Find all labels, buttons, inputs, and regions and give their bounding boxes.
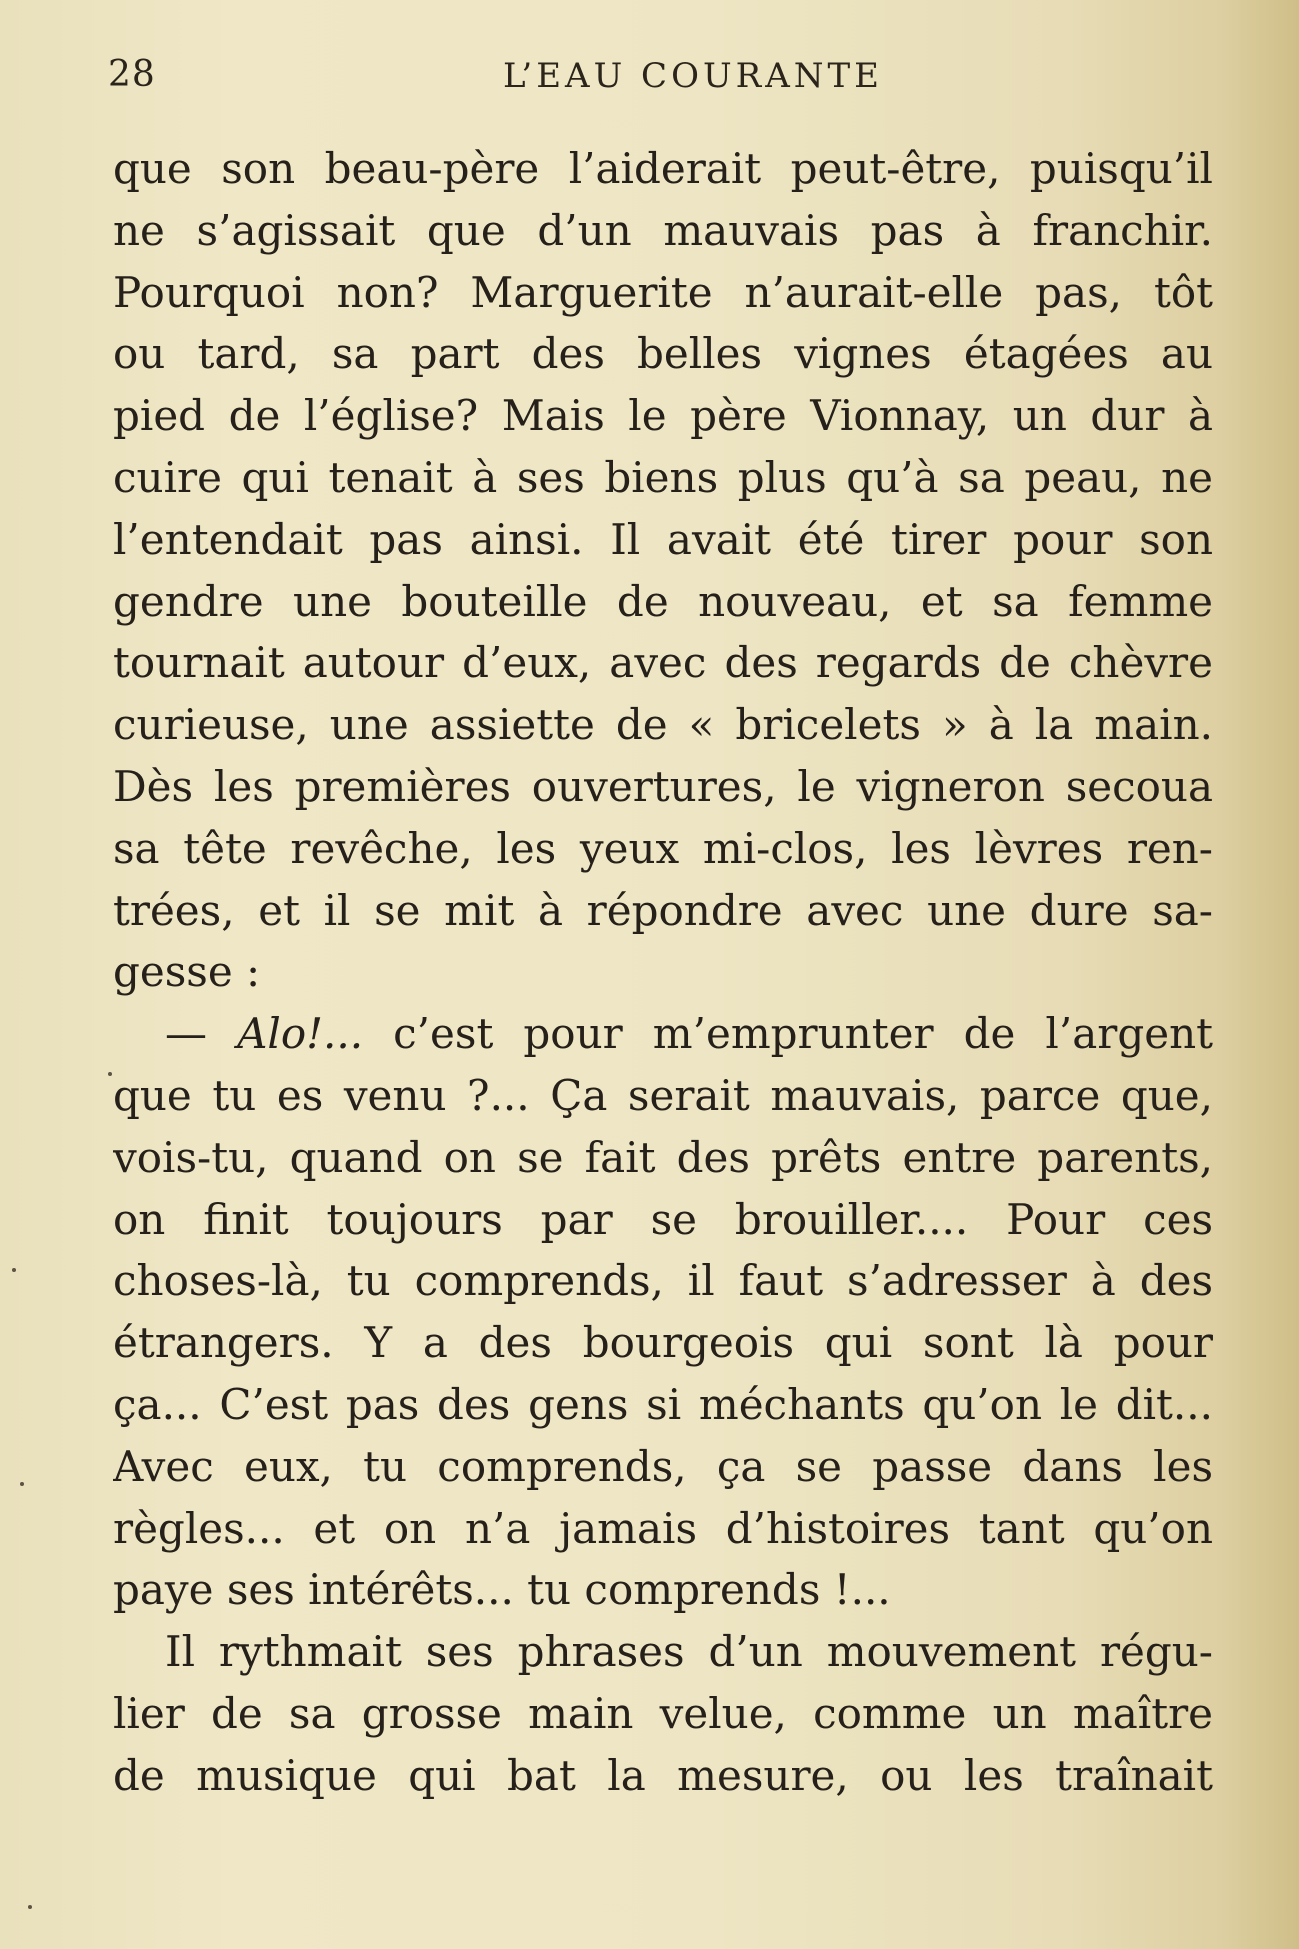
dialogue-interjection: Alo!... bbox=[237, 1009, 364, 1059]
text-line: ça... C’est pas des gens si méchants qu’on le dit... bbox=[113, 1379, 1213, 1429]
page-number: 28 bbox=[108, 54, 156, 95]
text-line: l’entendait pas ainsi. Il avait été tirer pour son bbox=[113, 514, 1213, 564]
text-line: gendre une bouteille de nouveau, et sa femme bbox=[113, 576, 1213, 626]
text-line: que tu es venu ?... Ça serait mauvais, parce que, bbox=[113, 1070, 1213, 1120]
text-line: lier de sa grosse main velue, comme un maître bbox=[113, 1688, 1213, 1738]
text-line: sa tête revêche, les yeux mi-clos, les lèvres ren- bbox=[113, 823, 1213, 873]
text-line: vois-tu, quand on se fait des prêts entre parents, bbox=[113, 1132, 1213, 1182]
paper-speck bbox=[12, 1268, 16, 1272]
text-line: Avec eux, tu comprends, ça se passe dans les bbox=[113, 1441, 1213, 1491]
text-line: de musique qui bat la mesure, ou les traînait bbox=[113, 1750, 1213, 1800]
running-head bbox=[108, 48, 1218, 108]
text-line: on finit toujours par se brouiller.... Pour ces bbox=[113, 1194, 1213, 1244]
text-line: Dès les premières ouvertures, le vigneron secoua bbox=[113, 761, 1213, 811]
text-line: ou tard, sa part des belles vignes étagées au bbox=[113, 329, 1213, 379]
text-line: étrangers. Y a des bourgeois qui sont là pour bbox=[113, 1318, 1213, 1368]
dialogue-rest: c’est pour m’emprunter de l’argent bbox=[363, 1009, 1213, 1059]
dialogue-dash: — bbox=[165, 1009, 238, 1059]
paper-speck bbox=[20, 1482, 24, 1486]
text-line: choses-là, tu comprends, il faut s’adresser à des bbox=[113, 1256, 1213, 1306]
text-line: paye ses intérêts... tu comprends !... bbox=[113, 1565, 891, 1615]
text-line: cuire qui tenait à ses biens plus qu’à sa peau, ne bbox=[113, 452, 1213, 502]
text-line: gesse : bbox=[113, 947, 261, 997]
running-title: L’EAU COURANTE bbox=[502, 56, 883, 96]
text-line: Pourquoi non? Marguerite n’aurait-elle pas, tôt bbox=[113, 267, 1213, 317]
paper-speck bbox=[108, 1072, 112, 1076]
text-line: Il rythmait ses phrases d’un mouvement régu- bbox=[165, 1627, 1213, 1677]
dialogue-line bbox=[113, 1003, 1213, 1065]
text-line: curieuse, une assiette de « bricelets » à la main. bbox=[113, 700, 1213, 750]
text-line: tournait autour d’eux, avec des regards de chèvre bbox=[113, 638, 1213, 688]
body-text bbox=[113, 138, 1213, 1807]
text-line: trées, et il se mit à répondre avec une dure sa- bbox=[113, 885, 1213, 935]
text-line: pied de l’église? Mais le père Vionnay, un dur à bbox=[113, 391, 1213, 441]
text-line: ne s’agissait que d’un mauvais pas à franchir. bbox=[113, 205, 1213, 255]
text-line: règles... et on n’a jamais d’histoires tant qu’on bbox=[113, 1503, 1213, 1553]
paper-speck bbox=[28, 1905, 32, 1909]
text-line: que son beau-père l’aiderait peut-être, puisqu’il bbox=[113, 144, 1213, 193]
